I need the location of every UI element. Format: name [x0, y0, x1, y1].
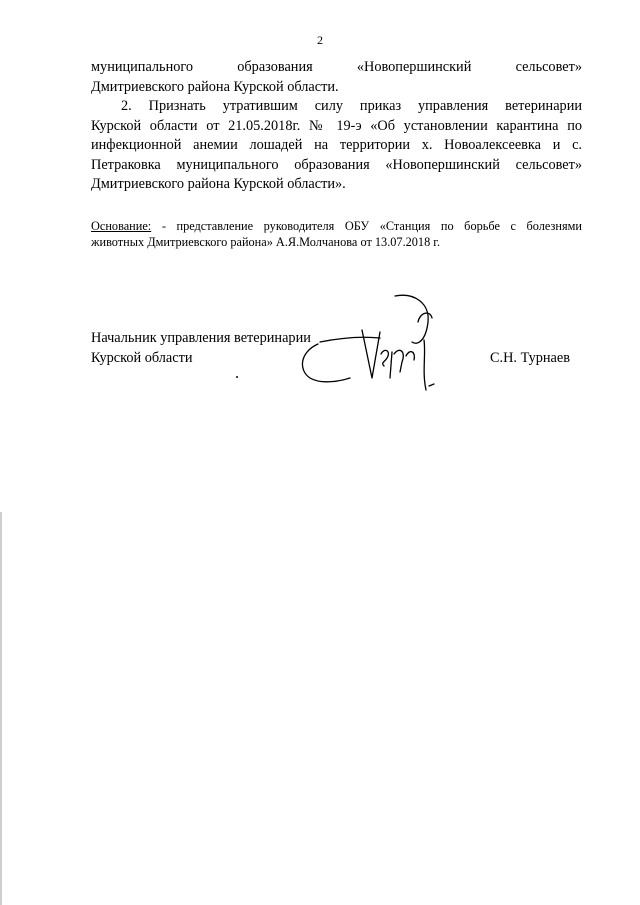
handwritten-signature [280, 282, 450, 402]
word: образования [237, 59, 313, 75]
basis-line-1 [91, 218, 582, 234]
paragraph-1-line-2: Дмитриевского района Курской области. [91, 78, 339, 95]
basis-text: - представление руководителя ОБУ «Станция по борьбе с болезнями [151, 219, 582, 233]
scan-speck [236, 376, 238, 378]
paragraph-2-line-2: Курской области от 21.05.2018г. № 19-э «Об установлении карантина по [91, 117, 582, 134]
paragraph-2 [91, 97, 582, 195]
basis-label: Основание: [91, 219, 152, 233]
paragraph-2-line-4: Петраковка муниципального образования «Новопершинский сельсовет» [91, 156, 582, 173]
signatory-title-line-1: Начальник управления ветеринарии [91, 330, 311, 346]
basis-note [91, 218, 582, 250]
word: муниципального [91, 59, 194, 75]
signatory-name: С.Н. Турнаев [490, 350, 570, 366]
basis-line-2: животных Дмитриевского района» А.Я.Молчанова от 13.07.2018 г. [91, 235, 441, 249]
word: «Новопершинский [356, 59, 472, 75]
paragraph-2-line-3: инфекционной анемии лошадей на территории х. Новоалексеевка и с. [91, 137, 582, 153]
paragraph-1 [91, 58, 582, 97]
paragraph-2-line-5: Дмитриевского района Курской области». [91, 176, 346, 192]
paragraph-1-line-1 [91, 58, 582, 78]
word: сельсовет» [515, 59, 582, 75]
signatory-title-line-2: Курской области [91, 349, 193, 366]
paragraph-2-line-1: 2. Признать утратившим силу приказ управления ветеринарии [121, 98, 582, 114]
page-number: 2 [317, 33, 323, 47]
signatory-title [91, 329, 311, 368]
scan-edge [0, 512, 2, 905]
